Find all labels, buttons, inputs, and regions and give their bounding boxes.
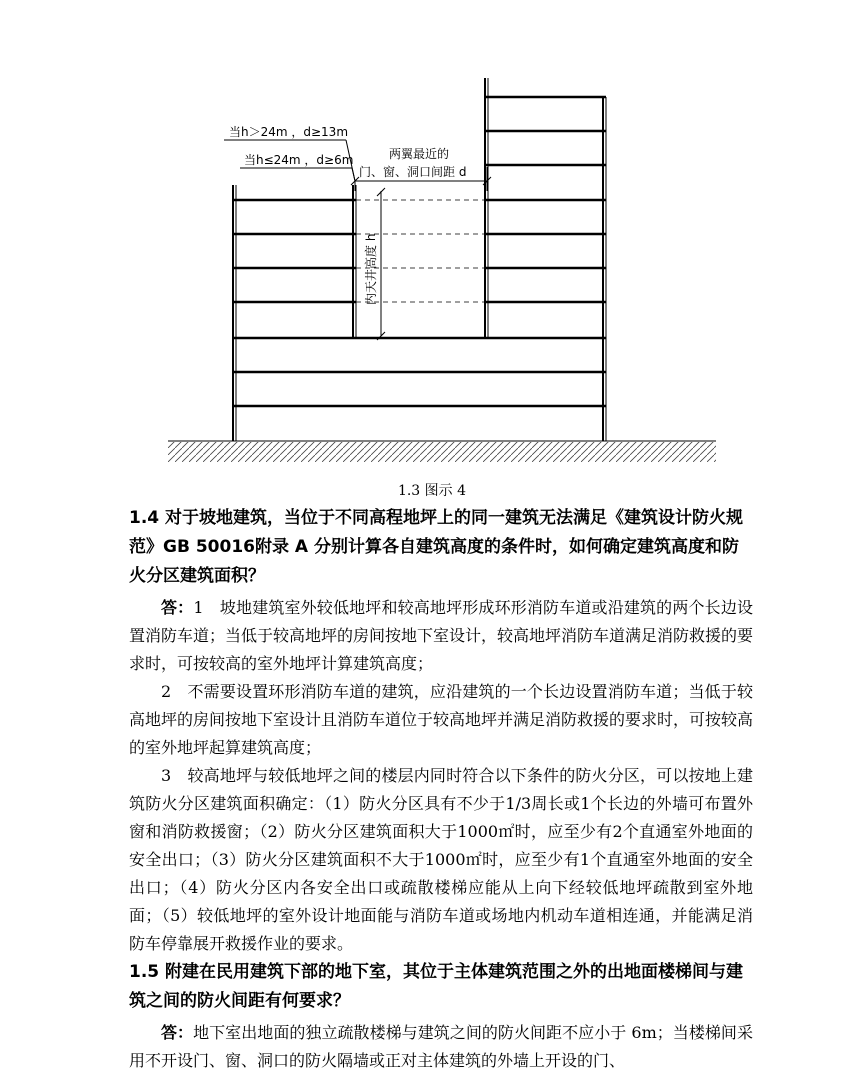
answer-1-4-para-3: 3 较高地坪与较低地坪之间的楼层内同时符合以下条件的防火分区，可以按地上建筑防火分区建筑面积确定：（1）防火分区具有不少于1/3周长或1个长边的外墙可布置外窗和消防救援窗；（2）防火分区建筑面积大于1000㎡时，应至少有2个直通室外地面的安全出口；（3）防火分区建筑面积不大于1000㎡时，应至少有1个直通室外地面的安全出口；（4）防火分区内各安全出口或疏散楼梯应能从上向下经较低地坪疏散到室外地面；（5）较低地坪的室外设计地面能与消防车道或场地内机动车道相连通，并能满足消防车停靠展开救援作业的要求。: [129, 766, 753, 953]
answer-label: 答：: [161, 598, 194, 617]
answer-1-4-para-1: 答：1 坡地建筑室外较低地坪和较高地坪形成环形消防车道或沿建筑的两个长边设置消防车道；当低于较高地坪的房间按地下室设计，较高地坪消防车道满足消防救援的要求时，可按较高的室外地坪计算建筑高度；: [129, 598, 754, 673]
answer-1-5-para-1: 答：地下室出地面的独立疏散楼梯与建筑之间的防火间距不应小于 6m；当楼梯间采用不开设门、窗、洞口的防火隔墙或正对主体建筑的外墙上开设的门、: [129, 1023, 753, 1070]
document-body: [129, 504, 753, 1075]
answer-label: 答：: [161, 1023, 194, 1042]
building-section-figure: [0, 0, 864, 475]
label-wings-line1: 两翼最近的: [389, 147, 450, 161]
question-1-4: 1.4 对于坡地建筑，当位于不同高程地坪上的同一建筑无法满足《建筑设计防火规范》GB 50016附录 A 分别计算各自建筑高度的条件时，如何确定建筑高度和防火分区建筑面积？: [129, 508, 744, 586]
left-wing: [233, 185, 356, 441]
ground-hatch: [168, 441, 716, 462]
label-h-gt-24m: 当h＞24m ，d≥13m: [229, 125, 349, 139]
label-wings-line2: 门、窗、洞口间距 d: [359, 165, 467, 179]
figure-caption: 1.3 图示 4: [397, 483, 467, 499]
label-h-le-24m: 当h≤24m ，d≥6m: [244, 153, 354, 167]
right-tower: [485, 78, 606, 441]
height-dimension: [377, 188, 385, 340]
question-1-5: 1.5 附建在民用建筑下部的地下室，其位于主体建筑范围之外的出地面楼梯间与建筑之间的防火间距有何要求？: [129, 962, 744, 1011]
label-courtyard-height: 内天井高度 h: [364, 233, 378, 305]
floor-slabs: [233, 97, 606, 406]
answer-1-4-para-2: 2 不需要设置环形消防车道的建筑，应沿建筑的一个长边设置消防车道；当低于较高地坪的房间按地下室设计且消防车道位于较高地坪并满足消防救援的要求时，可按较高的室外地坪起算建筑高度；: [129, 682, 754, 757]
